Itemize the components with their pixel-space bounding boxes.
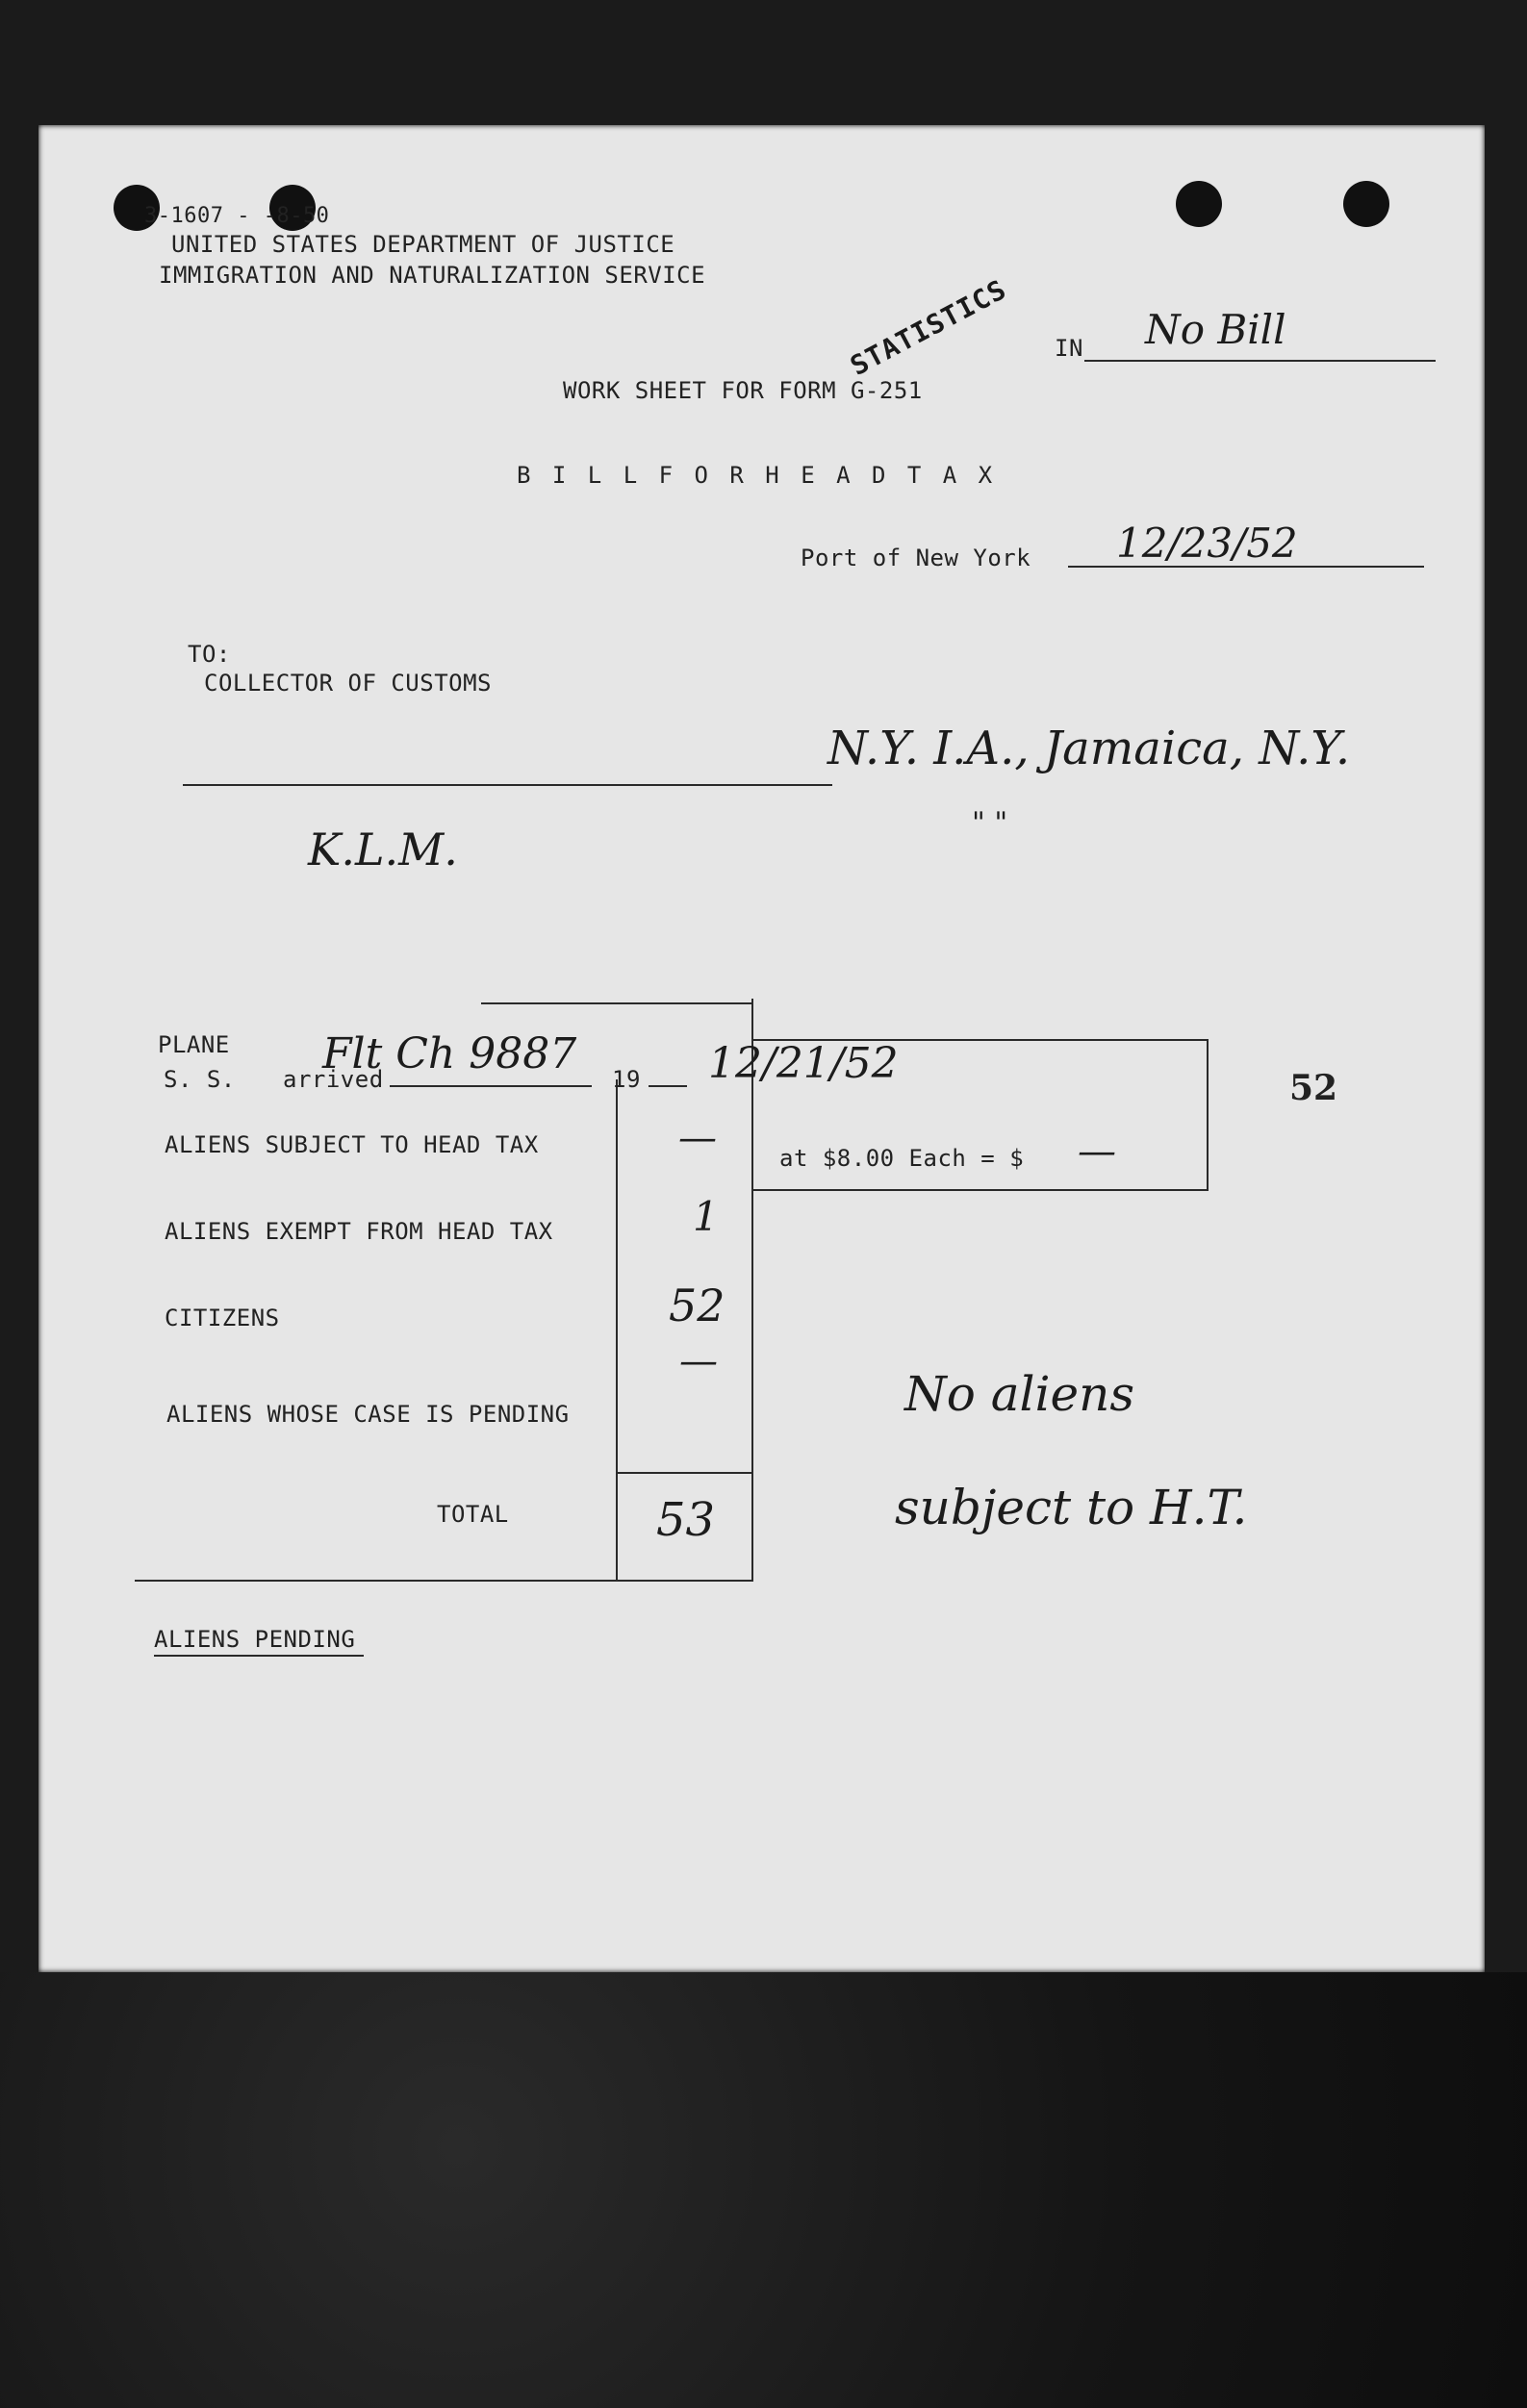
port-label: Port of New York <box>801 545 1031 571</box>
plane-label: PLANE <box>158 1031 230 1058</box>
department-name: UNITED STATES DEPARTMENT OF JUSTICE <box>171 231 675 258</box>
note-line-2: subject to H.T. <box>895 1480 1248 1535</box>
page-number: 52 <box>1289 1068 1338 1108</box>
ss-label: S. S. <box>164 1066 236 1093</box>
rate-amount: — <box>1078 1129 1116 1174</box>
punch-hole <box>1343 181 1389 227</box>
row-value-aliens-pending: — <box>679 1339 718 1383</box>
work-sheet-document <box>38 125 1485 1972</box>
in-underline <box>1084 360 1436 362</box>
flight-value: Flt Ch 9887 <box>322 1029 577 1078</box>
form-number: 3-1607 - -8-50 <box>144 204 330 228</box>
to-label: TO: <box>188 641 231 668</box>
total-value: 53 <box>656 1493 716 1547</box>
port-date: 12/23/52 <box>1116 520 1298 567</box>
aliens-pending-label: ALIENS PENDING <box>154 1626 356 1653</box>
table-top-line <box>481 1002 752 1004</box>
punch-hole <box>1176 181 1222 227</box>
row-value-citizens: 52 <box>669 1280 725 1331</box>
rate-box-right <box>1207 1039 1209 1191</box>
year-prefix: 19 <box>612 1066 641 1093</box>
form-title: WORK SHEET FOR FORM G-251 <box>563 377 923 404</box>
arrived-label: arrived <box>283 1066 384 1093</box>
aliens-pending-underline <box>154 1655 364 1657</box>
row-label-citizens: CITIZENS <box>165 1305 280 1331</box>
row-value-aliens-exempt: 1 <box>693 1193 719 1240</box>
collector-underline <box>183 784 832 786</box>
row-label-aliens-subject: ALIENS SUBJECT TO HEAD TAX <box>165 1131 539 1158</box>
background-bottom <box>0 1972 1527 2408</box>
collector-location: N.Y. I.A., Jamaica, N.Y. <box>827 722 1351 775</box>
table-bottom-line <box>135 1580 753 1582</box>
collector-label: COLLECTOR OF CUSTOMS <box>204 670 492 697</box>
row-label-aliens-exempt: ALIENS EXEMPT FROM HEAD TAX <box>165 1218 553 1245</box>
total-top-line <box>616 1472 752 1474</box>
statistics-stamp: STATISTICS <box>845 273 1012 383</box>
row-value-aliens-subject: — <box>678 1116 717 1160</box>
airline-name: K.L.M. <box>308 824 458 875</box>
in-label: IN <box>1055 335 1083 362</box>
row-label-aliens-pending: ALIENS WHOSE CASE IS PENDING <box>166 1401 570 1428</box>
arrived-underline <box>390 1085 592 1087</box>
rate-text: at $8.00 Each = $ <box>779 1145 1025 1172</box>
in-value: No Bill <box>1145 306 1286 353</box>
arrival-date: 12/21/52 <box>708 1039 899 1088</box>
note-line-1: No aliens <box>904 1366 1134 1422</box>
bill-title: B I L L F O R H E A D T A X <box>517 462 997 489</box>
ditto-marks: " " <box>972 806 1008 840</box>
rate-box-bottom <box>751 1189 1209 1191</box>
year-underline <box>649 1085 687 1087</box>
table-divider-line <box>616 1079 618 1582</box>
service-name: IMMIGRATION AND NATURALIZATION SERVICE <box>159 262 706 289</box>
total-label: TOTAL <box>437 1501 509 1528</box>
